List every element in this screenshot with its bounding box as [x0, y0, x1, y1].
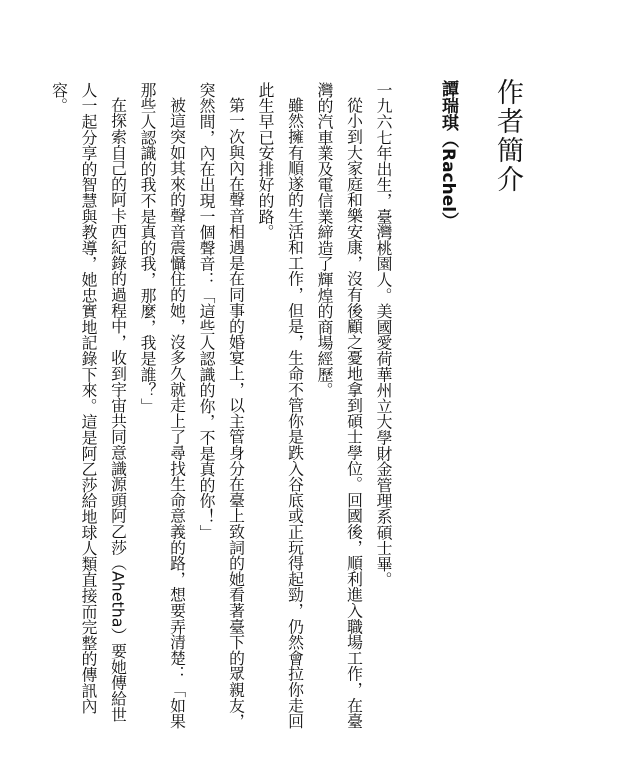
- bio-paragraph-1: 一九六七年出生，臺灣桃園人。美國愛荷華州立大學財金管理系碩士畢。: [374, 82, 393, 588]
- author-name: 譚瑞琪（Rachel）: [438, 80, 458, 230]
- bio-paragraph-4: 第一次與內在聲音相遇是在同事的婚宴上，以主管身分在臺上致詞的她看著臺下的眾親友，突然間，內在出現一個聲音：「這些人認識的你，不是真的你！」: [197, 82, 246, 729]
- bio-paragraph-6: 在探索自己的阿卡西紀錄的過程中，收到宇宙共同意識源頭阿乙莎（Ahetha）要她傳給世人一起分享的智慧與教導，她忠實地記錄下來。這是阿乙莎給地球人類直接而完整的傳訊內容。: [49, 82, 128, 723]
- bio-paragraph-2: 從小到大家庭和樂安康，沒有後顧之憂地拿到碩士學位。回國後，順利進入職場工作，在臺灣的汽車業及電信業締造了輝煌的商場經歷。: [315, 82, 364, 729]
- page-title: 作者簡介: [492, 78, 523, 194]
- bio-paragraph-3: 雖然擁有順遂的生活和工作，但是，生命不管你是跌入谷底或正玩得起勁，仍然會拉你走回此生早已安排好的路。: [256, 82, 305, 729]
- bio-paragraph-5: 被這突如其來的聲音震懾住的她，沒多久就走上了尋找生命意義的路，想要弄清楚：「如果那些人認識的我不是真的我，那麼，我是誰？」: [138, 82, 187, 729]
- author-bio: [44, 82, 398, 732]
